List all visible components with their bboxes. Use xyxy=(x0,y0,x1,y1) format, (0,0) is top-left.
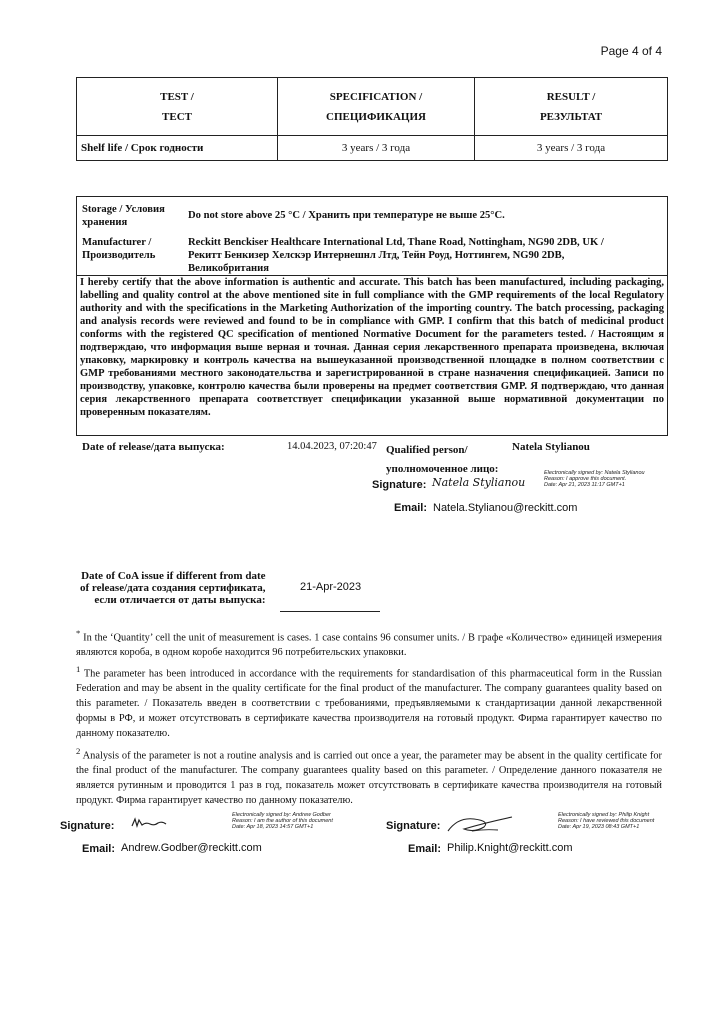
manufacturer-value xyxy=(188,236,604,275)
qp-esign-line3: Date: Apr 21, 2023 11:17 GMT+1 xyxy=(544,482,625,488)
header-result-en: RESULT / xyxy=(546,90,596,103)
signer1-esign-line3: Date: Apr 18, 2023 14:57 GMT+1 xyxy=(232,824,314,830)
footnote-star-text: In the ‘Quantity’ cell the unit of measurement is cases. 1 case contains 96 consumer units. / В графе «Количество» единицей измерения являются короба, в одном коробе находится 96 потребительских упаковки. xyxy=(76,632,662,659)
manufacturer-value-line2: Рекитт Бенкизер Хелскэр Интернешнл Лтд, Тейн Роуд, Ноттингем, NG90 2DB, xyxy=(188,250,565,261)
signer2-handwritten-signature xyxy=(444,811,516,837)
storage-label-en: Storage / Условия xyxy=(82,204,165,215)
manufacturer-label-en: Manufacturer / xyxy=(82,237,152,248)
header-spec-en: SPECIFICATION / xyxy=(329,90,423,103)
footnote-1 xyxy=(76,662,662,741)
footnote-2-text: Analysis of the parameter is not a routine analysis and is carried out once a year, the parameter may be absent in the quality certificate for the final product of the manufacturer. The company guarantees quality based on this parameter. / Определение данного показателя не является рутинным и проводится 1 раз в год, показатель может отсутствовать в сертификате качества производителя на готовый продукт. Фирма гарантирует качество по данному показателю. xyxy=(76,750,662,807)
certification-text: I hereby certify that the above information is authentic and accurate. This batch has been manufactured, including packaging, labelling and quality control at the above mentioned site in full compliance with the GMP requirements of the local Regulatory authority and with the specifications in the Marketing Authorization of the importing country. The batch processing, packaging and analysis records were reviewed and found to be in compliance with GMP. I confirm that this batch of medicinal product conforms with the registered QC specification of mentioned Normative Document for the parameters tested. / Настоящим я подтверждаю, что информация выше верная и точная. Данная серия лекарственного препарата произведена, включая упаковку, маркировку и контроль качества на вышеуказанной производственной площадке в полном соответствии с GMP требованиями местного законодательства и зарегистрированной в стране назначения спецификацией. Записи по производству, упаковке, контролю качества были проверены на предмет соответствия GMP. Я подтверждаю, что данная серия лекарственного препарата соответствует спецификации указанной выше нормативной документации по проверенным показателям. xyxy=(80,277,664,418)
header-spec-ru: СПЕЦИФИКАЦИЯ xyxy=(326,110,426,123)
qualified-person-label-en: Qualified person/ xyxy=(386,444,468,456)
release-date-label: Date of release/дата выпуска: xyxy=(82,441,225,453)
footnote-star-mark: * xyxy=(76,628,81,638)
footnote-star xyxy=(76,626,662,660)
manufacturer-value-line1: Reckitt Benckiser Healthcare International Ltd, Thane Road, Nottingham, NG90 2DB, UK / xyxy=(188,237,604,248)
signer2-email-label: Email: xyxy=(408,843,442,855)
signer1-email[interactable]: Andrew.Godber@reckitt.com xyxy=(121,842,262,854)
footnote-2 xyxy=(76,744,662,808)
manufacturer-label-ru: Производитель xyxy=(82,250,156,261)
qp-email-label: Email: xyxy=(394,502,428,514)
qp-esign-line1: Electronically signed by: Natela Stylianou xyxy=(544,470,645,476)
header-test-en: TEST / xyxy=(160,90,194,103)
coa-issue-date: 21-Apr-2023 xyxy=(300,581,362,593)
specification-table xyxy=(76,77,668,161)
table-header-row xyxy=(77,78,668,136)
qp-esign-block xyxy=(544,470,645,488)
qualified-person-label-ru: уполномоченное лицо: xyxy=(386,463,499,475)
coa-issue-label xyxy=(80,570,266,606)
signer2-esign-line1: Electronically signed by: Philip Knight xyxy=(558,812,650,818)
storage-label-ru: хранения xyxy=(82,217,128,228)
release-info-box xyxy=(76,196,668,436)
header-result-ru: РЕЗУЛЬТАТ xyxy=(539,110,603,123)
header-result xyxy=(475,78,668,136)
header-specification xyxy=(278,78,475,136)
footnote-1-mark: 1 xyxy=(76,664,81,674)
qualified-person-name: Natela Stylianou xyxy=(512,441,590,453)
cell-result: 3 years / 3 года xyxy=(475,136,668,161)
signer2-esign-line2: Reason: I have reviewed this document xyxy=(558,818,655,824)
signer1-signature-label: Signature: xyxy=(60,820,115,832)
signer1-esign-line2: Reason: I am the author of this document xyxy=(232,818,333,824)
storage-label xyxy=(82,203,165,229)
signer2-signature-label: Signature: xyxy=(386,820,441,832)
qp-signature-label: Signature: xyxy=(372,479,427,491)
signer1-handwritten-signature xyxy=(130,816,170,830)
signer1-email-label: Email: xyxy=(82,843,116,855)
qualified-person-label xyxy=(386,441,498,479)
coa-issue-underline xyxy=(280,611,380,612)
coa-issue-label-line2: of release/дата создания сертификата, xyxy=(80,582,266,594)
release-date-value: 14.04.2023, 07:20:47 xyxy=(287,441,377,452)
qp-handwritten-signature: Natela Stylianou xyxy=(432,476,526,489)
qp-email[interactable]: Natela.Stylianou@reckitt.com xyxy=(433,502,578,514)
page-number: Page 4 of 4 xyxy=(600,44,662,58)
qp-esign-line2: Reason: I approve this document. xyxy=(544,476,627,482)
manufacturer-label xyxy=(82,236,155,262)
table-row xyxy=(77,136,668,161)
cell-specification: 3 years / 3 года xyxy=(278,136,475,161)
signer2-esign-block xyxy=(558,812,654,830)
cell-test: Shelf life / Срок годности xyxy=(77,136,278,161)
signer1-esign-block xyxy=(232,812,333,830)
coa-issue-label-line3: если отличается от даты выпуска: xyxy=(94,594,266,606)
footnote-1-text: The parameter has been introduced in accordance with the requirements for standardisation of this pharmaceutical form in the Russian Federation and may be absent in the quality certificate for the final product of the manufacturer. The company guarantees quality based on this parameter. / Показатель введен в соответствии с требованиями, предъявляемыми к стандартизации данной лекарственной формы в РФ, и может отсутствовать в сертификате качества производителя на готовый продукт. Фирма гарантирует качество по данному показателю. xyxy=(76,668,662,740)
coa-issue-label-line1: Date of CoA issue if different from date xyxy=(81,570,266,582)
header-test-ru: ТЕСТ xyxy=(162,110,192,123)
manufacturer-value-line3: Великобритания xyxy=(188,263,269,274)
signer2-esign-line3: Date: Apr 19, 2023 08:43 GMT+1 xyxy=(558,824,640,830)
header-test xyxy=(77,78,278,136)
footnote-2-mark: 2 xyxy=(76,746,81,756)
signer1-esign-line1: Electronically signed by: Andrew Godber xyxy=(232,812,331,818)
signer2-email[interactable]: Philip.Knight@reckitt.com xyxy=(447,842,573,854)
storage-value: Do not store above 25 °C / Хранить при температуре не выше 25°C. xyxy=(188,210,505,221)
